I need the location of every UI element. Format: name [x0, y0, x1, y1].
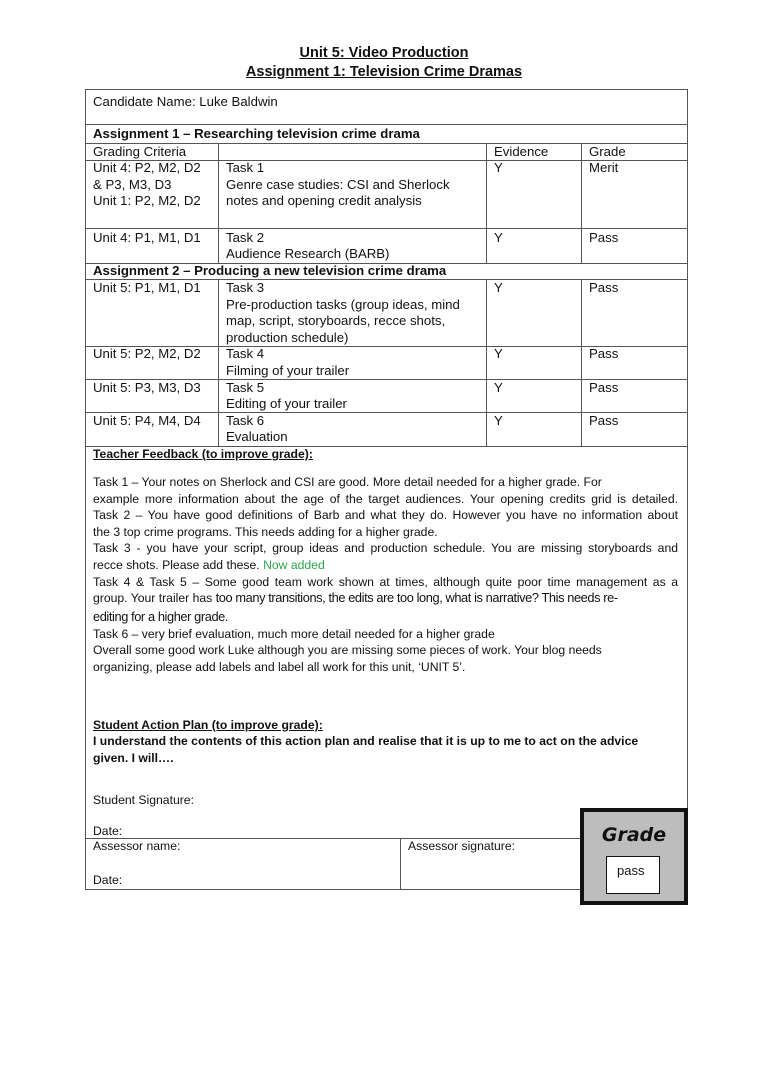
- task-cell: Task 2: [226, 230, 265, 245]
- divider: [85, 228, 688, 229]
- task-cell: Editing of your trailer: [226, 396, 347, 411]
- student-signature-field[interactable]: Student Signature:: [93, 793, 194, 807]
- grade-value: pass: [617, 863, 645, 878]
- criteria-cell: Unit 4: P1, M1, D1: [93, 230, 201, 245]
- feedback-line: [93, 590, 678, 607]
- task-cell: Task 4: [226, 346, 265, 361]
- task-cell: Evaluation: [226, 429, 288, 444]
- criteria-cell: Unit 4: P2, M2, D2: [93, 160, 201, 175]
- feedback-line: Task 6 – very brief evaluation, much more detail needed for a higher grade: [93, 626, 495, 641]
- column-divider: [218, 143, 219, 263]
- assignment1-heading: Assignment 1 – Researching television crime drama: [93, 126, 420, 141]
- feedback-text: group. Your trailer has: [93, 591, 216, 606]
- task-cell: Task 3: [226, 280, 265, 295]
- feedback-line: the 3 top crime programs. This needs adding for a higher grade.: [93, 524, 438, 539]
- document-title: Unit 5: Video Production: [299, 45, 469, 61]
- column-header-criteria: Grading Criteria: [93, 144, 187, 159]
- grade-cell: Pass: [589, 413, 619, 428]
- task-cell: Audience Research (BARB): [226, 246, 390, 261]
- feedback-text: recce shots. Please add these.: [93, 557, 260, 572]
- student-date-field[interactable]: Date:: [93, 824, 123, 838]
- task-cell: Filming of your trailer: [226, 363, 350, 378]
- assessor-name-field[interactable]: Assessor name:: [93, 839, 181, 853]
- task-cell: map, script, storyboards, recce shots,: [226, 313, 446, 328]
- task-cell: Task 5: [226, 380, 265, 395]
- evidence-cell: Y: [494, 380, 503, 395]
- feedback-line: Task 1 – Your notes on Sherlock and CSI are good. More detail needed for a higher grade. For: [93, 475, 602, 489]
- column-divider: [400, 838, 401, 890]
- divider: [85, 124, 688, 125]
- grade-cell: Pass: [589, 346, 619, 361]
- document-subtitle: Assignment 1: Television Crime Dramas: [245, 64, 523, 80]
- grade-cell: Pass: [589, 280, 619, 295]
- candidate-name: Candidate Name: Luke Baldwin: [93, 94, 278, 109]
- grade-title: Grade: [601, 824, 667, 846]
- feedback-text-calibri: too many transitions, the edits are too long, what is narrative? This needs re-: [215, 590, 618, 606]
- feedback-heading: Teacher Feedback (to improve grade):: [93, 447, 313, 461]
- column-divider: [218, 279, 219, 446]
- grade-cell: Pass: [589, 230, 619, 245]
- column-divider: [486, 143, 487, 263]
- evidence-cell: Y: [494, 280, 503, 295]
- evidence-cell: Y: [494, 413, 503, 428]
- now-added-note: Now added: [263, 557, 325, 572]
- feedback-line: organizing, please add labels and label all work for this unit, ‘UNIT 5’.: [93, 659, 466, 674]
- criteria-cell: Unit 5: P1, M1, D1: [93, 280, 201, 295]
- grade-cell: Pass: [589, 380, 619, 395]
- action-plan-heading: Student Action Plan (to improve grade):: [93, 718, 323, 732]
- task-cell: Genre case studies: CSI and Sherlock: [226, 177, 450, 192]
- action-plan-statement: I understand the contents of this action plan and realise that it is up to me to act on the advice: [93, 734, 639, 748]
- feedback-line: editing for a higher grade.: [93, 608, 229, 624]
- evidence-cell: Y: [494, 346, 503, 361]
- column-header-evidence: Evidence: [494, 144, 549, 159]
- assessor-date-field[interactable]: Date:: [93, 873, 123, 887]
- task-cell: Task 6: [226, 413, 265, 428]
- grade-value-box: [606, 856, 660, 894]
- task-cell: Pre-production tasks (group ideas, mind: [226, 297, 460, 312]
- criteria-cell: Unit 5: P2, M2, D2: [93, 346, 201, 361]
- task-cell: Task 1: [226, 160, 265, 175]
- evidence-cell: Y: [494, 230, 503, 245]
- feedback-line: Overall some good work Luke although you are missing some pieces of work. Your blog needs: [93, 643, 602, 658]
- criteria-cell: Unit 5: P3, M3, D3: [93, 380, 201, 395]
- column-divider: [486, 279, 487, 446]
- criteria-cell: Unit 1: P2, M2, D2: [93, 193, 201, 208]
- task-cell: notes and opening credit analysis: [226, 193, 422, 208]
- feedback-line: Task 4 & Task 5 – Some good team work shown at times, although quite poor time management as a: [93, 574, 678, 589]
- feedback-line: Task 3 - you have your script, group ideas and production schedule. You are missing storyboards and: [93, 541, 678, 556]
- action-plan-statement: given. I will….: [93, 751, 174, 765]
- assignment2-heading: Assignment 2 – Producing a new television crime drama: [93, 263, 447, 278]
- grade-cell: Merit: [589, 160, 619, 175]
- column-divider: [581, 279, 582, 446]
- feedback-line: Task 2 – You have good definitions of Barb and what they do. However you have no information about: [93, 508, 678, 523]
- feedback-body: [93, 474, 678, 676]
- feedback-line: [93, 557, 678, 574]
- criteria-cell: Unit 5: P4, M4, D4: [93, 413, 201, 428]
- column-header-grade: Grade: [589, 144, 626, 159]
- feedback-line: example more information about the age of the target audiences. Your opening credits grid is detailed.: [93, 491, 678, 506]
- task-cell: production schedule): [226, 330, 349, 345]
- grade-box: [580, 808, 688, 905]
- evidence-cell: Y: [494, 160, 503, 175]
- column-divider: [581, 143, 582, 263]
- assessor-signature-field[interactable]: Assessor signature:: [408, 839, 516, 853]
- criteria-cell: & P3, M3, D3: [93, 177, 172, 192]
